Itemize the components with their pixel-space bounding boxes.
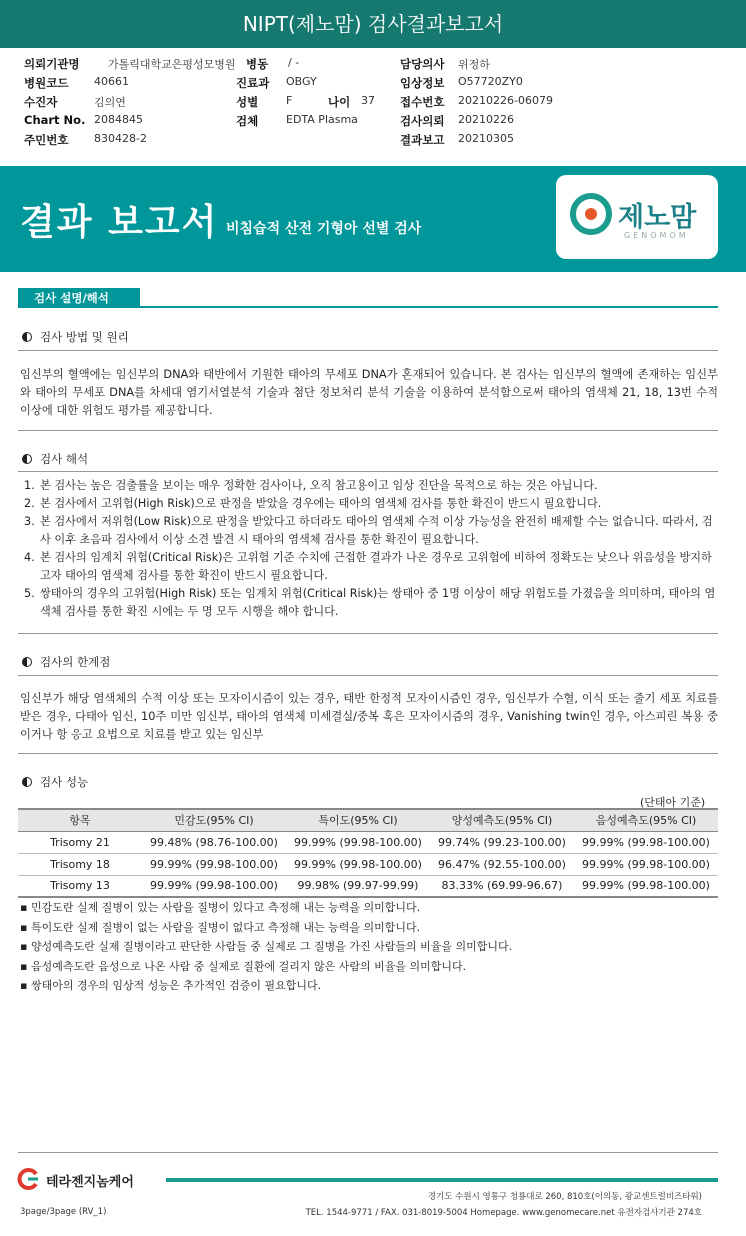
performance-notes: [20, 898, 512, 996]
report-title: NIPT(제노맘) 검사결과보고서: [0, 0, 746, 48]
column-header: 민감도(95% CI): [142, 809, 286, 831]
requester-value: 가톨릭대학교은평성모병원: [108, 58, 236, 71]
table-cell: 99.99% (99.98-100.00): [574, 853, 718, 875]
note-item: ▪ 민감도란 실제 질병이 있는 사람을 질병이 있다고 측정해 내는 능력을 의미합니다.: [20, 898, 512, 918]
clinical-label: 임상정보: [400, 76, 445, 90]
hero-title: 결과 보고서: [20, 202, 219, 243]
table-row: [18, 831, 718, 853]
table-cell: 83.33% (69.99-96.67): [430, 875, 574, 897]
genomom-logo-icon: [570, 193, 612, 235]
company-logo-icon: [14, 1168, 42, 1190]
column-header: 음성예측도(95% CI): [574, 809, 718, 831]
table-row: [18, 853, 718, 875]
specimen-label: 검체: [236, 114, 259, 128]
clinical-value: O57720ZY0: [458, 75, 523, 88]
table-cell: 99.99% (99.98-100.00): [286, 831, 430, 853]
info-row: [24, 56, 724, 74]
item-text: 본 검사는 높은 검출률을 보이는 매우 정확한 검사이나, 오직 참고용이고 임상 진단을 목적으로 하는 것은 아닙니다.: [40, 479, 598, 492]
item-number: 3.: [24, 515, 35, 528]
note-item: ▪ 특이도란 실제 질병이 없는 사람을 질병이 없다고 측정해 내는 능력을 의미합니다.: [20, 918, 512, 938]
info-row: [24, 132, 724, 150]
hero-banner: [0, 166, 746, 272]
table-cell: Trisomy 13: [18, 875, 142, 897]
logo-subtext: GENOMOM: [624, 231, 689, 240]
list-item: [24, 513, 718, 549]
footer-accent-bar: [166, 1178, 718, 1182]
dept-label: 진료과: [236, 76, 270, 90]
company-contact: TEL. 1544-9771 / FAX. 031-8019-5004 Homepage. www.genomecare.net 유전자검사기관 274호: [305, 1208, 702, 1218]
table-cell: 99.99% (99.98-100.00): [286, 853, 430, 875]
unit-note: (단태아 기준): [640, 796, 706, 809]
page-number: 3page/3page (RV_1): [20, 1207, 107, 1217]
ward-value: / -: [288, 56, 300, 69]
method-heading-text: 검사 방법 및 원리: [40, 330, 129, 344]
list-item: [24, 495, 718, 513]
item-text: 본 검사에서 고위험(High Risk)으로 판정을 받았을 경우에는 태아의 염색체 검사를 통한 확진이 반드시 필요합니다.: [40, 497, 602, 510]
table-cell: 99.99% (99.98-100.00): [142, 875, 286, 897]
chart-value: 2084845: [94, 113, 143, 126]
table-cell: Trisomy 21: [18, 831, 142, 853]
doctor-value: 위정하: [458, 58, 490, 71]
method-heading: [22, 329, 129, 345]
company-address: 경기도 수원시 영통구 청룡대로 260, 810호(이의동, 광교센트럴비즈타워): [427, 1192, 702, 1202]
half-circle-icon: [22, 657, 32, 667]
table-cell: 99.74% (99.23-100.00): [430, 831, 574, 853]
ward-label: 병동: [246, 57, 269, 71]
patient-value: 김의연: [94, 96, 126, 109]
resident-label: 주민번호: [24, 133, 69, 147]
list-item: [24, 585, 718, 621]
chart-label: Chart No.: [24, 113, 86, 127]
performance-heading: [22, 774, 88, 790]
genomom-logo: [556, 175, 718, 259]
performance-table: [18, 808, 718, 898]
request-date-value: 20210226: [458, 113, 514, 126]
limits-text: 임신부가 해당 염색체의 수적 이상 또는 모자이시즘이 있는 경우, 태반 한정적 모자이시즘인 경우, 임신부가 수혈, 이식 또는 줄기 세포 치료를 받은 경우, 다태아 임신, 10주 미만 임신부, 태아의 염색체 미세결실/중복 혹은 모자이시즘의 경우, Vanishing twin인 경우, 아스피린 복용 중이거나 항 응고 요법으로 치료를 받고 있는 임신부: [20, 692, 718, 741]
age-value: 37: [361, 94, 375, 107]
receipt-label: 접수번호: [400, 95, 445, 109]
interpretation-heading-text: 검사 해석: [40, 452, 89, 466]
table-row: [18, 875, 718, 897]
table-cell: 99.98% (99.97-99.99): [286, 875, 430, 897]
note-item: ▪ 양성예측도란 실제 질병이라고 판단한 사람들 중 실제로 그 질병을 가진 사람들의 비율을 의미합니다.: [20, 937, 512, 957]
info-row: [24, 94, 724, 112]
half-circle-icon: [22, 454, 32, 464]
table-cell: 96.47% (92.55-100.00): [430, 853, 574, 875]
divider: [18, 471, 718, 472]
footer-divider: [18, 1152, 718, 1153]
logo-text: 제노맘: [618, 202, 697, 233]
table-header-row: [18, 809, 718, 831]
half-circle-icon: [22, 332, 32, 342]
doctor-label: 담당의사: [400, 57, 445, 71]
patient-label: 수진자: [24, 95, 58, 109]
interpretation-heading: [22, 451, 88, 467]
table-cell: 99.99% (99.98-100.00): [142, 853, 286, 875]
divider: [18, 350, 718, 351]
report-date-value: 20210305: [458, 132, 514, 145]
item-text: 본 검사의 임계치 위험(Critical Risk)은 고위험 기준 수치에 근접한 결과가 나온 경우로 고위험에 비하여 정확도는 낮으나 위음성을 방지하고자 태아의 염색체 검사를 통한 확진이 반드시 필요합니다.: [40, 551, 712, 582]
info-row: [24, 75, 724, 93]
company-name: 테라젠지놈케어: [46, 1175, 134, 1190]
item-number: 2.: [24, 497, 35, 510]
item-number: 1.: [24, 479, 35, 492]
divider: [18, 430, 718, 431]
divider: [18, 753, 718, 754]
list-item: [24, 477, 718, 495]
column-header: 항목: [18, 809, 142, 831]
column-header: 특이도(95% CI): [286, 809, 430, 831]
resident-value: 830428-2: [94, 132, 147, 145]
table-cell: 99.99% (99.98-100.00): [574, 831, 718, 853]
divider: [18, 675, 718, 676]
column-header: 양성예측도(95% CI): [430, 809, 574, 831]
hospital-code-label: 병원코드: [24, 76, 69, 90]
hospital-code-value: 40661: [94, 75, 129, 88]
report-date-label: 결과보고: [400, 133, 445, 147]
limits-heading: [22, 654, 110, 670]
item-number: 5.: [24, 587, 35, 600]
note-item: ▪ 쌍태아의 경우의 임상적 성능은 추가적인 검증이 필요합니다.: [20, 976, 512, 996]
sex-value: F: [286, 94, 293, 107]
specimen-value: EDTA Plasma: [286, 113, 358, 126]
method-text: 임신부의 혈액에는 임신부의 DNA와 태반에서 기원한 태아의 무세포 DNA가 혼재되어 있습니다. 본 검사는 임신부의 혈액에 존재하는 임신부와 태아의 무세포 DNA를 차세대 염기서열분석 기술과 첨단 정보처리 분석 기술을 이용하여 분석함으로써 태아의 염색체 21, 18, 13번 수적 이상에 대한 위험도 평가를 제공합니다.: [20, 368, 718, 417]
section-tab: 검사 설명/해석: [18, 288, 140, 308]
table-cell: Trisomy 18: [18, 853, 142, 875]
list-item: [24, 549, 718, 585]
divider: [18, 633, 718, 634]
requester-label: 의뢰기관명: [24, 57, 80, 71]
receipt-value: 20210226-06079: [458, 94, 553, 107]
item-text: 본 검사에서 저위험(Low Risk)으로 판정을 받았다고 하더라도 태아의 염색체 수적 이상 가능성을 완전히 배제할 수는 없습니다. 따라서, 검사 이후 초음파 검사에서 이상 소견 발견 시 태아의 염색체 검사를 통한 확진이 필요합니다.: [40, 515, 713, 546]
table-cell: 99.48% (98.76-100.00): [142, 831, 286, 853]
request-date-label: 검사의뢰: [400, 114, 445, 128]
section-divider: [18, 306, 718, 308]
performance-heading-text: 검사 성능: [40, 775, 89, 789]
item-number: 4.: [24, 551, 35, 564]
limits-heading-text: 검사의 한계점: [40, 655, 111, 669]
table-cell: 99.99% (99.98-100.00): [574, 875, 718, 897]
half-circle-icon: [22, 777, 32, 787]
info-row: [24, 113, 724, 131]
age-label: 나이: [328, 95, 351, 109]
item-text: 쌍태아의 경우의 고위험(High Risk) 또는 임계치 위험(Critical Risk)는 쌍태아 중 1명 이상이 해당 위험도를 가졌음을 의미하며, 태아의 염색체 검사를 통한 확진 시에는 두 명 모두 시행을 해야 합니다.: [40, 587, 716, 618]
interpretation-list: [24, 477, 718, 621]
note-item: ▪ 음성예측도란 음성으로 나온 사람 중 실제로 질환에 걸리지 않은 사람의 비율을 의미합니다.: [20, 957, 512, 977]
dept-value: OBGY: [286, 75, 317, 88]
hero-subtitle: 비침습적 산전 기형아 선별 검사: [226, 221, 422, 237]
sex-label: 성별: [236, 95, 259, 109]
